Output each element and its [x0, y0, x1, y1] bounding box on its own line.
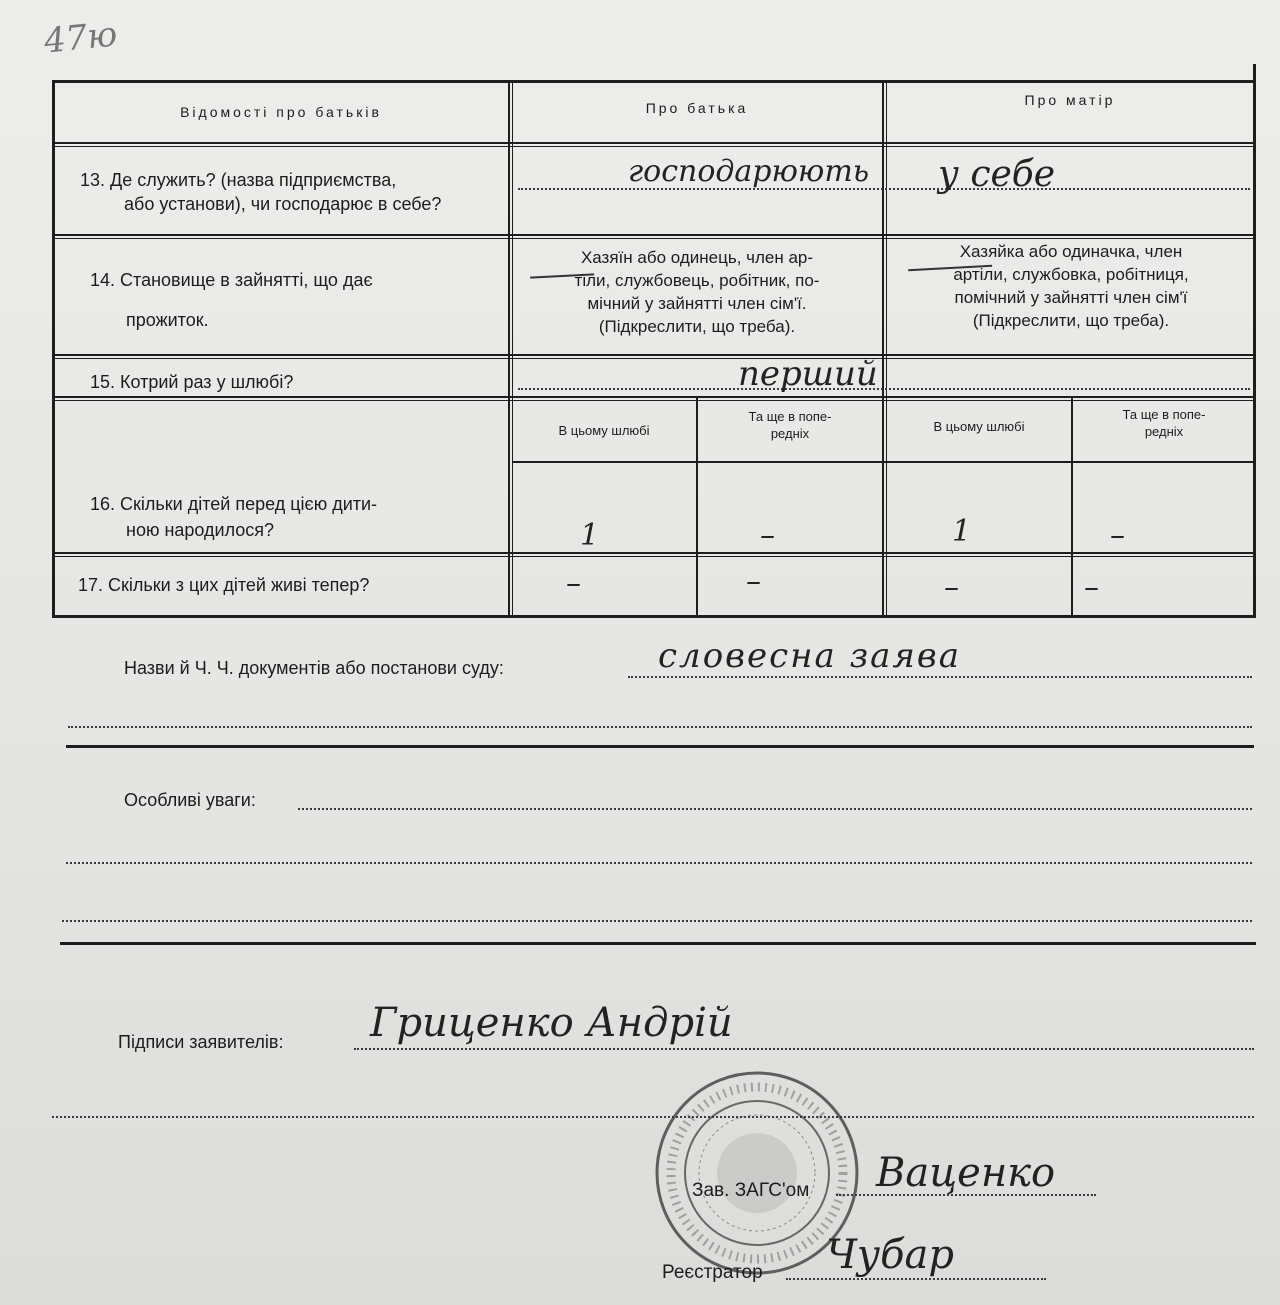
father-option-line4: (Підкреслити, що треба). — [598, 317, 796, 336]
signatures-label: Підписи заявителів: — [118, 1032, 284, 1052]
row14-mother-options — [890, 240, 1252, 332]
documents-label: Назви й Ч. Ч. документів або постанови суду: — [124, 658, 504, 678]
row14-label-line2: прожиток. — [126, 310, 209, 330]
row13-label-line2: або установи), чи господарює в себе? — [124, 194, 442, 214]
subheader-mother-previous-line1: Та ще в попе- — [1122, 407, 1206, 422]
subheader-mother-this-marriage: В цьому шлюбі — [933, 419, 1025, 434]
row13-answer-part2: у себе — [938, 154, 1056, 195]
subheader-father-previous-line1: Та ще в попе- — [748, 409, 832, 424]
father-option-line2: тіли, службовець, робітник, по- — [574, 271, 820, 290]
row16-label-line2: ною народилося? — [126, 520, 275, 540]
row17-mother-prev: – — [1084, 570, 1099, 605]
row17-mother-this: – — [944, 570, 959, 605]
header-mother: Про матір — [1024, 92, 1116, 108]
row13-answer-part1: господарюють — [628, 154, 870, 189]
registrar-label: Реєстратор — [662, 1262, 763, 1283]
row17-father-prev: – — [746, 564, 761, 599]
zags-head-signature: Ваценко — [876, 1150, 1056, 1196]
corner-note: 47ю — [42, 14, 120, 62]
mother-option-line3: помічний у зайнятті член сім'ї — [954, 288, 1188, 307]
registrar-signature: Чубар — [826, 1232, 954, 1278]
row17-father-this: – — [566, 566, 581, 601]
documents-value: словесна заява — [658, 636, 961, 676]
subheader-mother-previous — [1075, 406, 1253, 440]
header-parents-info: Відомості про батьків — [180, 104, 382, 120]
zags-head-label: Зав. ЗАГС'ом — [692, 1180, 810, 1201]
mother-option-line1: Хазяйка або одиначка, член — [959, 242, 1183, 261]
row16-father-this: 1 — [580, 518, 600, 553]
row16-mother-prev: – — [1110, 518, 1125, 553]
row15-answer: перший — [738, 354, 878, 394]
notes-label: Особливі уваги: — [124, 790, 256, 810]
subheader-father-previous-line2: редніх — [770, 426, 810, 441]
subheader-mother-previous-line2: редніх — [1144, 424, 1184, 439]
row16-label-line1: 16. Скільки дітей перед цією дити- — [90, 494, 378, 514]
father-option-line1: Хазяїн або одинець, член ар- — [580, 248, 814, 267]
mother-option-line2: артіли, службовка, робітниця, — [953, 265, 1189, 284]
applicant-signature: Гриценко Андрій — [370, 1000, 733, 1046]
row15-label: 15. Котрий раз у шлюбі? — [90, 372, 294, 392]
row14-label-line1: 14. Становище в зайнятті, що дає — [90, 270, 373, 290]
header-father: Про батька — [645, 100, 749, 116]
father-option-line3: мічний у зайнятті член сім'ї. — [587, 294, 807, 313]
row16-mother-this: 1 — [952, 514, 972, 549]
row16-father-prev: – — [760, 518, 775, 553]
subheader-father-previous — [700, 408, 880, 442]
mother-option-line4: (Підкреслити, що треба). — [972, 311, 1170, 330]
row14-father-options — [516, 246, 878, 338]
row13-label-line1: 13. Де служить? (назва підприємства, — [80, 170, 397, 190]
subheader-father-this-marriage: В цьому шлюбі — [558, 423, 650, 438]
row17-label: 17. Скільки з цих дітей живі тепер? — [78, 575, 370, 595]
